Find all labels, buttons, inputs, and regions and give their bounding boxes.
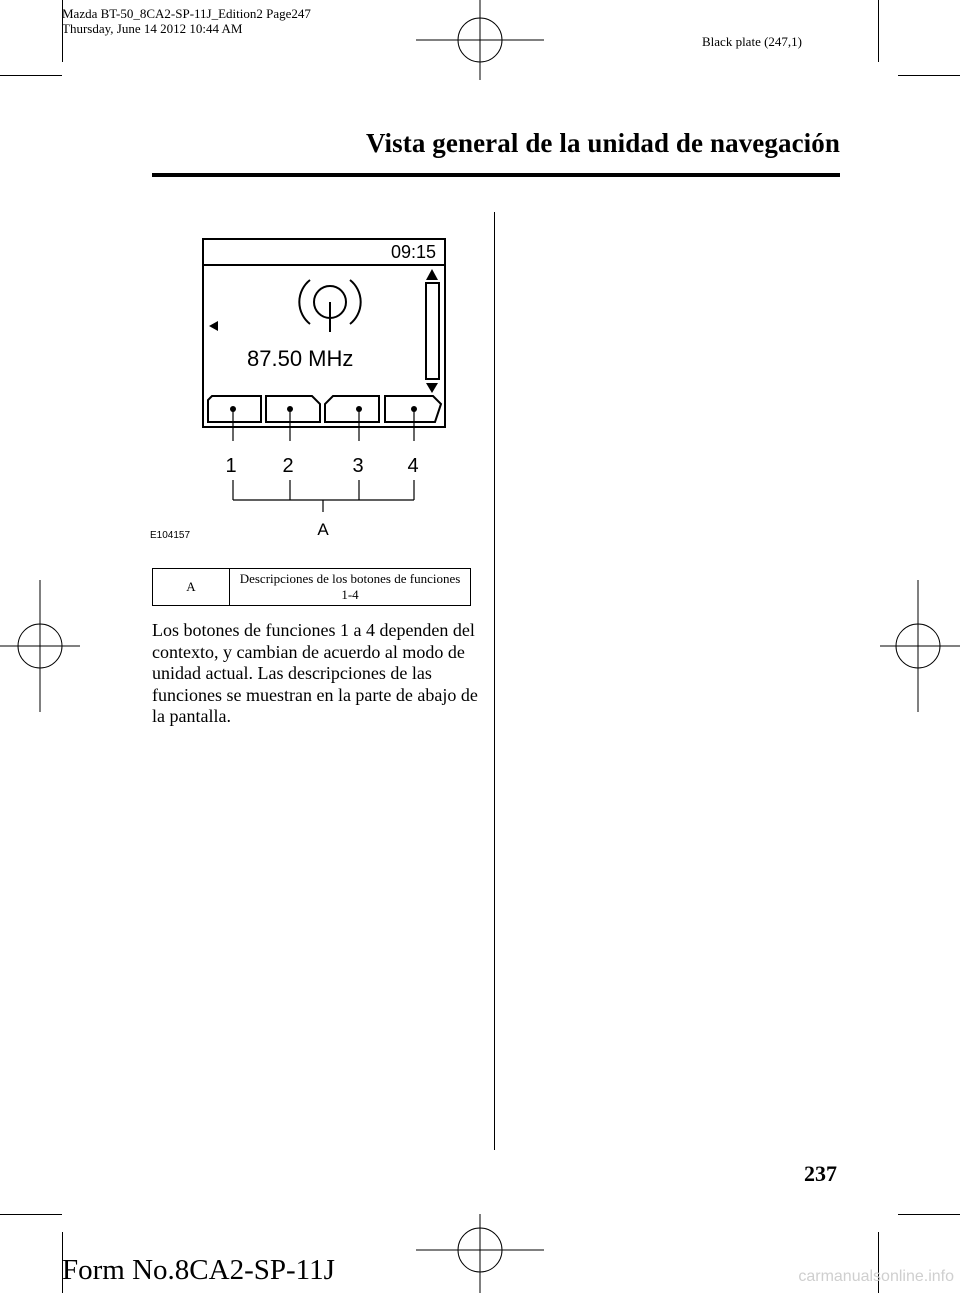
title-rule [152,173,840,177]
caption-description: Descripciones de los botones de funciones 1-4 [230,569,471,606]
form-number: Form No.8CA2-SP-11J [62,1254,335,1286]
screen-frame [203,239,445,427]
caption-key: A [153,569,230,606]
registration-mark-top [416,0,544,80]
page-title: Vista general de la unidad de navegación [365,128,840,158]
scrollbar [426,269,439,393]
crop-mark [0,75,62,76]
frequency-text: 87.50 MHz [247,346,354,371]
left-arrow-icon [209,321,218,331]
function-button-3 [325,396,379,422]
scroll-track [426,283,439,379]
registration-mark-bottom [416,1214,544,1293]
crop-mark [898,1214,960,1215]
plate-label: Black plate (247,1) [702,34,802,49]
file-info-line: Mazda BT-50_8CA2-SP-11J_Edition2 Page247 [62,6,311,21]
scroll-up-arrow-icon [426,269,438,280]
figure-id: E104157 [150,530,191,541]
page-number: 237 [804,1161,837,1186]
antenna-icon [299,280,360,332]
crop-mark [878,0,879,62]
column-divider [494,212,495,1150]
callout-3: 3 [352,455,364,477]
caption-table [152,568,471,606]
callout-4: 4 [407,455,419,477]
callout-2: 2 [282,455,294,477]
table-row [153,569,471,606]
clock-text: 09:15 [390,242,436,262]
watermark: carmanualsonline.info [798,1268,954,1285]
scroll-down-arrow-icon [426,383,438,393]
body-paragraph: Los botones de funciones 1 a 4 dependen del contexto, y cambian de acuerdo al modo de unidad actual. Las descripciones de las funciones se muestran en la parte de abajo de la pantalla. [152,620,478,726]
callout-1: 1 [225,455,237,477]
group-label-a: A [317,520,329,539]
radio-display-figure [150,226,460,548]
registration-mark-left [0,580,80,712]
registration-mark-right [880,580,960,712]
crop-mark [898,75,960,76]
crop-mark [0,1214,62,1215]
date-line: Thursday, June 14 2012 10:44 AM [62,21,243,36]
